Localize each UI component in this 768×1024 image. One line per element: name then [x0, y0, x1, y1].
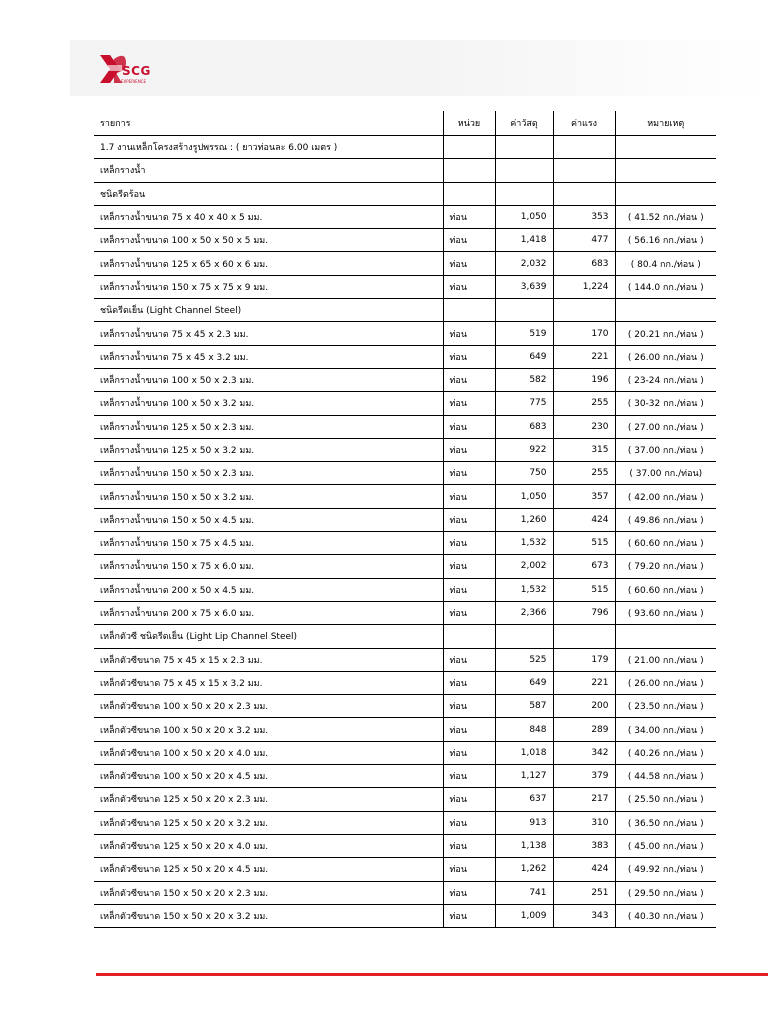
table-row: [94, 578, 716, 601]
row-unit: ท่อน: [443, 811, 495, 834]
row-note: ( 41.52 กก./ท่อน ): [615, 205, 716, 228]
row-unit: ท่อน: [443, 508, 495, 531]
row-item: เหล็กตัวซีขนาด 125 x 50 x 20 x 3.2 มม.: [94, 811, 443, 834]
row-labor-cost: 673: [553, 555, 615, 578]
row-item: เหล็กรางน้ำขนาด 150 x 50 x 2.3 มม.: [94, 462, 443, 485]
table-row: [94, 811, 716, 834]
section-row: [94, 136, 716, 159]
row-note: ( 80.4 กก./ท่อน ): [615, 252, 716, 275]
row-labor-cost: 342: [553, 741, 615, 764]
row-material-cost: [495, 159, 553, 182]
table-row: [94, 415, 716, 438]
row-item: เหล็กรางน้ำขนาด 75 x 45 x 3.2 มม.: [94, 345, 443, 368]
price-table: [94, 111, 716, 928]
row-material-cost: 587: [495, 695, 553, 718]
row-material-cost: 1,138: [495, 834, 553, 857]
row-item: เหล็กตัวซีขนาด 75 x 45 x 15 x 3.2 มม.: [94, 671, 443, 694]
table-row: [94, 718, 716, 741]
row-note: [615, 136, 716, 159]
section-row: [94, 625, 716, 648]
row-note: ( 30-32 กก./ท่อน ): [615, 392, 716, 415]
row-unit: ท่อน: [443, 695, 495, 718]
row-material-cost: [495, 182, 553, 205]
footer-line: [96, 973, 768, 976]
table-row: [94, 275, 716, 298]
row-note: ( 49.92 กก./ท่อน ): [615, 858, 716, 881]
row-unit: ท่อน: [443, 765, 495, 788]
row-unit: ท่อน: [443, 438, 495, 461]
row-item: เหล็กตัวซีขนาด 150 x 50 x 20 x 2.3 มม.: [94, 881, 443, 904]
row-note: ( 56.16 กก./ท่อน ): [615, 229, 716, 252]
row-labor-cost: 230: [553, 415, 615, 438]
table-row: [94, 741, 716, 764]
table-header-row: [94, 111, 716, 136]
row-note: ( 49.86 กก./ท่อน ): [615, 508, 716, 531]
row-unit: ท่อน: [443, 718, 495, 741]
header-note: หมายเหตุ: [615, 111, 716, 136]
row-labor-cost: [553, 299, 615, 322]
row-note: ( 27.00 กก./ท่อน ): [615, 415, 716, 438]
table-row: [94, 695, 716, 718]
row-note: ( 21.00 กก./ท่อน ): [615, 648, 716, 671]
row-unit: ท่อน: [443, 601, 495, 624]
row-labor-cost: 515: [553, 578, 615, 601]
row-unit: ท่อน: [443, 858, 495, 881]
row-item: เหล็กตัวซีขนาด 75 x 45 x 15 x 2.3 มม.: [94, 648, 443, 671]
row-item: เหล็กตัวซีขนาด 100 x 50 x 20 x 4.5 มม.: [94, 765, 443, 788]
row-labor-cost: 221: [553, 671, 615, 694]
row-note: ( 93.60 กก./ท่อน ): [615, 601, 716, 624]
row-item: เหล็กรางน้ำขนาด 150 x 50 x 3.2 มม.: [94, 485, 443, 508]
table-row: [94, 392, 716, 415]
row-unit: ท่อน: [443, 881, 495, 904]
row-item: เหล็กตัวซีขนาด 125 x 50 x 20 x 4.0 มม.: [94, 834, 443, 857]
table-row: [94, 229, 716, 252]
row-item: ชนิดรีดร้อน: [94, 182, 443, 205]
row-labor-cost: 170: [553, 322, 615, 345]
table-row: [94, 765, 716, 788]
row-labor-cost: 424: [553, 508, 615, 531]
row-labor-cost: 315: [553, 438, 615, 461]
row-labor-cost: 357: [553, 485, 615, 508]
row-item: เหล็กรางน้ำขนาด 150 x 50 x 4.5 มม.: [94, 508, 443, 531]
row-unit: ท่อน: [443, 485, 495, 508]
row-unit: ท่อน: [443, 834, 495, 857]
row-note: ( 26.00 กก./ท่อน ): [615, 345, 716, 368]
row-unit: ท่อน: [443, 392, 495, 415]
row-labor-cost: 515: [553, 532, 615, 555]
table-row: [94, 881, 716, 904]
row-material-cost: 1,260: [495, 508, 553, 531]
table-row: [94, 485, 716, 508]
row-labor-cost: 1,224: [553, 275, 615, 298]
row-note: ( 36.50 กก./ท่อน ): [615, 811, 716, 834]
table-row: [94, 555, 716, 578]
row-item: เหล็กรางน้ำขนาด 75 x 45 x 2.3 มม.: [94, 322, 443, 345]
brand-subtitle: EXPERIENCE: [121, 79, 147, 84]
row-item: เหล็กตัวซีขนาด 150 x 50 x 20 x 3.2 มม.: [94, 904, 443, 927]
row-note: ( 40.30 กก./ท่อน ): [615, 904, 716, 927]
row-unit: ท่อน: [443, 741, 495, 764]
row-labor-cost: 424: [553, 858, 615, 881]
row-unit: ท่อน: [443, 788, 495, 811]
row-note: ( 25.50 กก./ท่อน ): [615, 788, 716, 811]
header-material: ค่าวัสดุ: [495, 111, 553, 136]
row-note: ( 37.00 กก./ท่อน ): [615, 438, 716, 461]
row-unit: ท่อน: [443, 345, 495, 368]
row-item: เหล็กตัวซีขนาด 100 x 50 x 20 x 4.0 มม.: [94, 741, 443, 764]
row-unit: [443, 299, 495, 322]
section-row: [94, 159, 716, 182]
row-unit: [443, 182, 495, 205]
row-material-cost: 2,366: [495, 601, 553, 624]
row-material-cost: 649: [495, 345, 553, 368]
row-note: ( 29.50 กก./ท่อน ): [615, 881, 716, 904]
row-unit: [443, 136, 495, 159]
row-labor-cost: 179: [553, 648, 615, 671]
row-item: เหล็กรางน้ำขนาด 200 x 50 x 4.5 มม.: [94, 578, 443, 601]
row-labor-cost: 310: [553, 811, 615, 834]
section-row: [94, 299, 716, 322]
row-material-cost: 1,018: [495, 741, 553, 764]
table-row: [94, 252, 716, 275]
header-labor: ค่าแรง: [553, 111, 615, 136]
row-item: เหล็กรางน้ำขนาด 100 x 50 x 2.3 มม.: [94, 368, 443, 391]
row-unit: ท่อน: [443, 415, 495, 438]
row-item: เหล็กรางน้ำขนาด 75 x 40 x 40 x 5 มม.: [94, 205, 443, 228]
row-item: เหล็กตัวซีขนาด 100 x 50 x 20 x 2.3 มม.: [94, 695, 443, 718]
table-body: [94, 136, 716, 928]
row-note: ( 144.0 กก./ท่อน ): [615, 275, 716, 298]
row-item: เหล็กรางน้ำ: [94, 159, 443, 182]
row-material-cost: 1,532: [495, 578, 553, 601]
row-labor-cost: [553, 625, 615, 648]
row-material-cost: 2,002: [495, 555, 553, 578]
table-row: [94, 648, 716, 671]
row-note: ( 60.60 กก./ท่อน ): [615, 578, 716, 601]
row-material-cost: 775: [495, 392, 553, 415]
row-labor-cost: 251: [553, 881, 615, 904]
row-material-cost: 525: [495, 648, 553, 671]
row-material-cost: [495, 136, 553, 159]
table-row: [94, 671, 716, 694]
row-material-cost: 741: [495, 881, 553, 904]
row-material-cost: [495, 299, 553, 322]
row-labor-cost: 796: [553, 601, 615, 624]
header-unit: หน่วย: [443, 111, 495, 136]
row-labor-cost: 289: [553, 718, 615, 741]
row-unit: ท่อน: [443, 532, 495, 555]
row-labor-cost: 221: [553, 345, 615, 368]
table-row: [94, 462, 716, 485]
table-row: [94, 322, 716, 345]
table-row: [94, 438, 716, 461]
row-material-cost: 2,032: [495, 252, 553, 275]
row-item: เหล็กรางน้ำขนาด 150 x 75 x 75 x 9 มม.: [94, 275, 443, 298]
row-unit: ท่อน: [443, 578, 495, 601]
row-labor-cost: 477: [553, 229, 615, 252]
row-material-cost: 3,639: [495, 275, 553, 298]
row-item: เหล็กรางน้ำขนาด 100 x 50 x 50 x 5 มม.: [94, 229, 443, 252]
row-material-cost: 637: [495, 788, 553, 811]
row-labor-cost: 353: [553, 205, 615, 228]
row-labor-cost: 196: [553, 368, 615, 391]
row-note: ( 34.00 กก./ท่อน ): [615, 718, 716, 741]
row-material-cost: 1,418: [495, 229, 553, 252]
table-row: [94, 368, 716, 391]
row-note: ( 23.50 กก./ท่อน ): [615, 695, 716, 718]
row-unit: ท่อน: [443, 322, 495, 345]
row-material-cost: 922: [495, 438, 553, 461]
row-item: 1.7 งานเหล็กโครงสร้างรูปพรรณ : ( ยาวท่อนละ 6.00 เมตร ): [94, 136, 443, 159]
row-material-cost: 1,262: [495, 858, 553, 881]
row-unit: ท่อน: [443, 252, 495, 275]
row-unit: ท่อน: [443, 368, 495, 391]
row-material-cost: 649: [495, 671, 553, 694]
row-note: [615, 299, 716, 322]
row-labor-cost: 379: [553, 765, 615, 788]
row-labor-cost: [553, 159, 615, 182]
row-labor-cost: 343: [553, 904, 615, 927]
row-item: เหล็กรางน้ำขนาด 125 x 50 x 2.3 มม.: [94, 415, 443, 438]
row-item: เหล็กรางน้ำขนาด 125 x 65 x 60 x 6 มม.: [94, 252, 443, 275]
row-unit: ท่อน: [443, 648, 495, 671]
row-note: ( 45.00 กก./ท่อน ): [615, 834, 716, 857]
header-item: รายการ: [94, 111, 443, 136]
table-row: [94, 601, 716, 624]
row-unit: ท่อน: [443, 555, 495, 578]
table-row: [94, 205, 716, 228]
row-labor-cost: 255: [553, 392, 615, 415]
table-row: [94, 508, 716, 531]
row-note: ( 40.26 กก./ท่อน ): [615, 741, 716, 764]
row-note: ( 60.60 กก./ท่อน ): [615, 532, 716, 555]
row-unit: ท่อน: [443, 671, 495, 694]
row-item: เหล็กรางน้ำขนาด 150 x 75 x 6.0 มม.: [94, 555, 443, 578]
row-unit: ท่อน: [443, 462, 495, 485]
row-labor-cost: [553, 182, 615, 205]
row-material-cost: 848: [495, 718, 553, 741]
row-material-cost: 1,532: [495, 532, 553, 555]
row-item: เหล็กรางน้ำขนาด 125 x 50 x 3.2 มม.: [94, 438, 443, 461]
row-note: ( 42.00 กก./ท่อน ): [615, 485, 716, 508]
row-labor-cost: 683: [553, 252, 615, 275]
row-unit: ท่อน: [443, 229, 495, 252]
section-row: [94, 182, 716, 205]
table-row: [94, 532, 716, 555]
row-item: เหล็กตัวซีขนาด 125 x 50 x 20 x 4.5 มม.: [94, 858, 443, 881]
row-material-cost: 1,050: [495, 205, 553, 228]
row-item: เหล็กตัวซี ชนิดรีดเย็น (Light Lip Channel Steel): [94, 625, 443, 648]
row-labor-cost: 217: [553, 788, 615, 811]
row-note: ( 26.00 กก./ท่อน ): [615, 671, 716, 694]
row-note: ( 20.21 กก./ท่อน ): [615, 322, 716, 345]
row-unit: ท่อน: [443, 205, 495, 228]
row-unit: [443, 159, 495, 182]
row-note: ( 23-24 กก./ท่อน ): [615, 368, 716, 391]
row-material-cost: 1,009: [495, 904, 553, 927]
row-material-cost: 750: [495, 462, 553, 485]
row-material-cost: 1,127: [495, 765, 553, 788]
row-note: ( 44.58 กก./ท่อน ): [615, 765, 716, 788]
table-row: [94, 345, 716, 368]
row-material-cost: 913: [495, 811, 553, 834]
row-unit: ท่อน: [443, 275, 495, 298]
row-material-cost: 519: [495, 322, 553, 345]
row-item: เหล็กรางน้ำขนาด 200 x 75 x 6.0 มม.: [94, 601, 443, 624]
row-labor-cost: 383: [553, 834, 615, 857]
row-material-cost: 582: [495, 368, 553, 391]
row-note: [615, 159, 716, 182]
row-item: ชนิดรีดเย็น (Light Channel Steel): [94, 299, 443, 322]
row-item: เหล็กตัวซีขนาด 100 x 50 x 20 x 3.2 มม.: [94, 718, 443, 741]
table-row: [94, 858, 716, 881]
row-note: [615, 182, 716, 205]
row-unit: [443, 625, 495, 648]
row-labor-cost: 200: [553, 695, 615, 718]
row-item: เหล็กรางน้ำขนาด 100 x 50 x 3.2 มม.: [94, 392, 443, 415]
row-material-cost: [495, 625, 553, 648]
row-item: เหล็กตัวซีขนาด 125 x 50 x 20 x 2.3 มม.: [94, 788, 443, 811]
row-item: เหล็กรางน้ำขนาด 150 x 75 x 4.5 มม.: [94, 532, 443, 555]
row-note: ( 37.00 กก./ท่อน): [615, 462, 716, 485]
table-row: [94, 834, 716, 857]
row-unit: ท่อน: [443, 904, 495, 927]
row-note: [615, 625, 716, 648]
row-material-cost: 1,050: [495, 485, 553, 508]
row-note: ( 79.20 กก./ท่อน ): [615, 555, 716, 578]
table-row: [94, 788, 716, 811]
row-labor-cost: 255: [553, 462, 615, 485]
table-row: [94, 904, 716, 927]
brand-name: SCG: [122, 64, 151, 78]
row-labor-cost: [553, 136, 615, 159]
row-material-cost: 683: [495, 415, 553, 438]
